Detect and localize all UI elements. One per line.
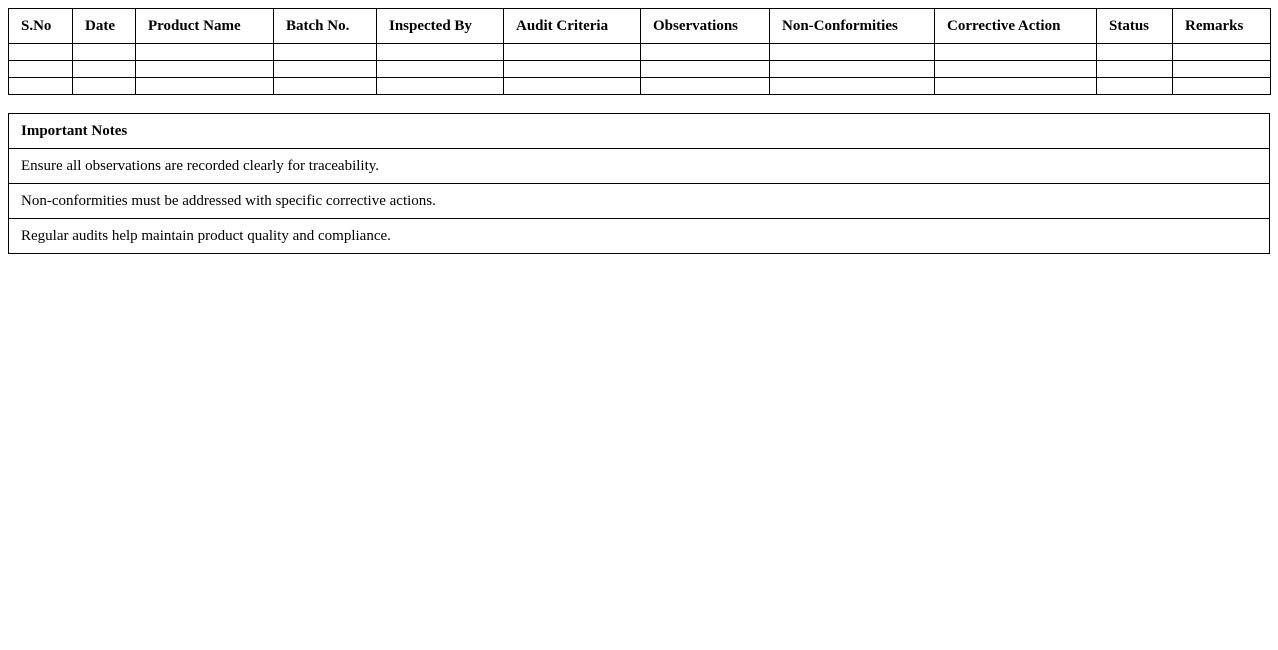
- table-cell[interactable]: [770, 44, 935, 61]
- table-cell[interactable]: [73, 44, 136, 61]
- table-cell[interactable]: [770, 61, 935, 78]
- header-batch-number: Batch No.: [274, 9, 377, 44]
- header-corrective-action: Corrective Action: [935, 9, 1097, 44]
- table-cell[interactable]: [641, 44, 770, 61]
- table-cell[interactable]: [1173, 44, 1271, 61]
- table-cell[interactable]: [377, 61, 504, 78]
- list-item: [9, 219, 1270, 254]
- table-cell[interactable]: [1097, 78, 1173, 95]
- table-cell[interactable]: [9, 78, 73, 95]
- table-cell[interactable]: [935, 78, 1097, 95]
- table-row: [9, 78, 1271, 95]
- table-cell[interactable]: [641, 61, 770, 78]
- table-row: [9, 61, 1271, 78]
- table-cell[interactable]: [274, 61, 377, 78]
- table-cell[interactable]: [274, 78, 377, 95]
- table-cell[interactable]: [770, 78, 935, 95]
- table-row: [9, 44, 1271, 61]
- table-header-row: [9, 9, 1271, 44]
- table-cell[interactable]: [641, 78, 770, 95]
- header-status: Status: [1097, 9, 1173, 44]
- header-inspected-by: Inspected By: [377, 9, 504, 44]
- page-content: [8, 8, 1270, 254]
- header-audit-criteria: Audit Criteria: [504, 9, 641, 44]
- note-text: Ensure all observations are recorded clearly for traceability.: [9, 149, 1270, 184]
- audit-log-table: [8, 8, 1271, 95]
- table-cell[interactable]: [9, 61, 73, 78]
- note-text: Non-conformities must be addressed with specific corrective actions.: [9, 184, 1270, 219]
- header-non-conformities: Non-Conformities: [770, 9, 935, 44]
- table-cell[interactable]: [377, 44, 504, 61]
- table-cell[interactable]: [1097, 61, 1173, 78]
- table-cell[interactable]: [1173, 61, 1271, 78]
- table-cell[interactable]: [1173, 78, 1271, 95]
- list-item: [9, 184, 1270, 219]
- header-observations: Observations: [641, 9, 770, 44]
- table-cell[interactable]: [136, 61, 274, 78]
- table-cell[interactable]: [136, 44, 274, 61]
- table-cell[interactable]: [504, 78, 641, 95]
- important-notes-table: [8, 113, 1270, 254]
- header-date: Date: [73, 9, 136, 44]
- table-cell[interactable]: [504, 44, 641, 61]
- note-text: Regular audits help maintain product quality and compliance.: [9, 219, 1270, 254]
- table-cell[interactable]: [377, 78, 504, 95]
- header-product-name: Product Name: [136, 9, 274, 44]
- header-serial-number: S.No: [9, 9, 73, 44]
- notes-title: Important Notes: [9, 114, 1270, 149]
- header-remarks: Remarks: [1173, 9, 1271, 44]
- table-cell[interactable]: [274, 44, 377, 61]
- table-cell[interactable]: [504, 61, 641, 78]
- list-item: [9, 149, 1270, 184]
- table-cell[interactable]: [1097, 44, 1173, 61]
- table-cell[interactable]: [73, 78, 136, 95]
- notes-header-row: [9, 114, 1270, 149]
- table-cell[interactable]: [73, 61, 136, 78]
- table-cell[interactable]: [935, 44, 1097, 61]
- table-cell[interactable]: [9, 44, 73, 61]
- table-cell[interactable]: [935, 61, 1097, 78]
- table-cell[interactable]: [136, 78, 274, 95]
